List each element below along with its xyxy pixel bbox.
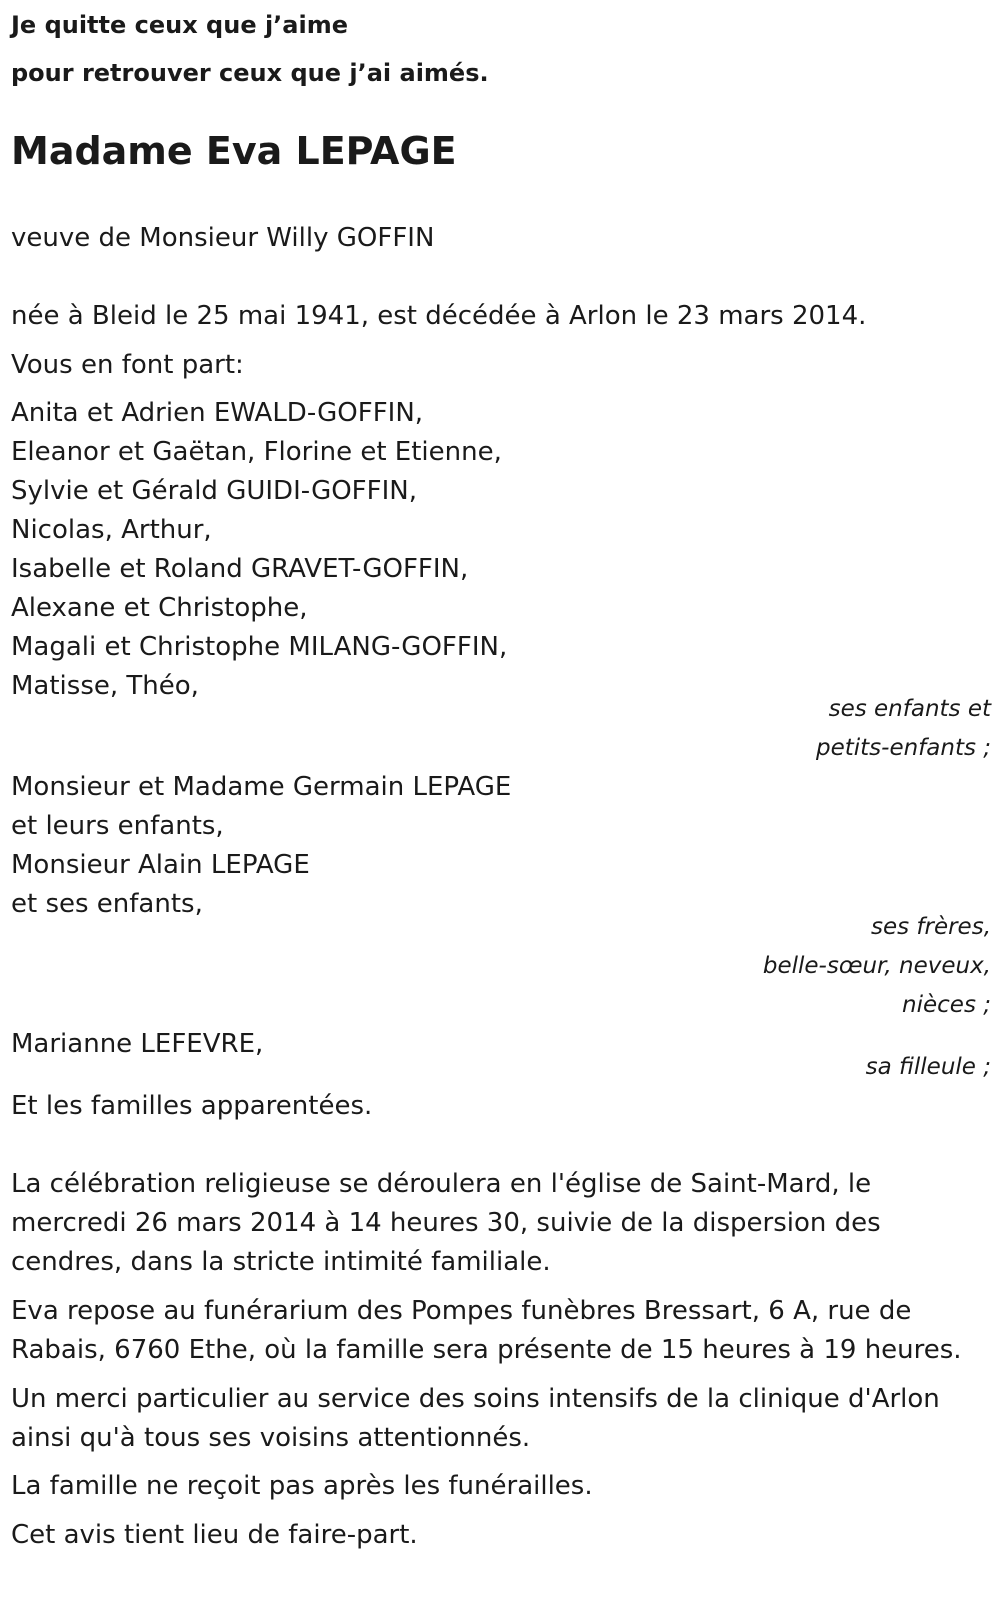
announcer-line: et leurs enfants, [11, 811, 224, 841]
announcer-line: Alexane et Christophe, [11, 593, 308, 623]
relation-label: nièces ; [902, 992, 991, 1018]
announcer-line: Matisse, Théo, [11, 671, 199, 701]
epigraph-line-1: Je quitte ceux que j’aime [11, 11, 349, 39]
announcer-line: Monsieur Alain LEPAGE [11, 850, 310, 880]
birth-death: née à Bleid le 25 mai 1941, est décédée à Arlon le 23 mars 2014. [11, 301, 867, 331]
thanks-text: ainsi qu'à tous ses voisins attentionnés. [11, 1423, 531, 1453]
epigraph-line-2: pour retrouver ceux que j’ai aimés. [11, 59, 489, 87]
announcer-line: Nicolas, Arthur, [11, 515, 212, 545]
announcer-line: Eleanor et Gaëtan, Florine et Etienne, [11, 437, 502, 467]
announcer-line: et ses enfants, [11, 889, 203, 919]
relation-label: sa filleule ; [865, 1054, 991, 1080]
families-line: Et les familles apparentées. [11, 1091, 373, 1121]
relation-label: belle-sœur, neveux, [762, 953, 991, 979]
ceremony-text: La célébration religieuse se déroulera en l'église de Saint-Mard, le [11, 1169, 872, 1199]
thanks-text: Un merci particulier au service des soins intensifs de la clinique d'Arlon [11, 1384, 940, 1414]
ceremony-text: mercredi 26 mars 2014 à 14 heures 30, suivie de la dispersion des [11, 1208, 881, 1238]
relation-label: ses frères, [870, 914, 991, 940]
deceased-name: Madame Eva LEPAGE [11, 129, 457, 173]
widow-of: veuve de Monsieur Willy GOFFIN [11, 223, 435, 253]
announcer-line: Monsieur et Madame Germain LEPAGE [11, 772, 512, 802]
announcer-line: Marianne LEFEVRE, [11, 1029, 264, 1059]
notice-text: Cet avis tient lieu de faire-part. [11, 1520, 418, 1550]
announcer-line: Sylvie et Gérald GUIDI-GOFFIN, [11, 476, 417, 506]
announcers-intro: Vous en font part: [11, 350, 244, 380]
no-reception-text: La famille ne reçoit pas après les funérailles. [11, 1471, 593, 1501]
visitation-text: Eva repose au funérarium des Pompes funèbres Bressart, 6 A, rue de [11, 1296, 912, 1326]
visitation-text: Rabais, 6760 Ethe, où la famille sera présente de 15 heures à 19 heures. [11, 1335, 962, 1365]
relation-label: petits-enfants ; [815, 735, 991, 761]
relation-label: ses enfants et [828, 696, 991, 722]
announcer-line: Anita et Adrien EWALD-GOFFIN, [11, 398, 424, 428]
announcer-line: Isabelle et Roland GRAVET-GOFFIN, [11, 554, 469, 584]
ceremony-text: cendres, dans la stricte intimité familiale. [11, 1247, 551, 1277]
announcer-line: Magali et Christophe MILANG-GOFFIN, [11, 632, 508, 662]
